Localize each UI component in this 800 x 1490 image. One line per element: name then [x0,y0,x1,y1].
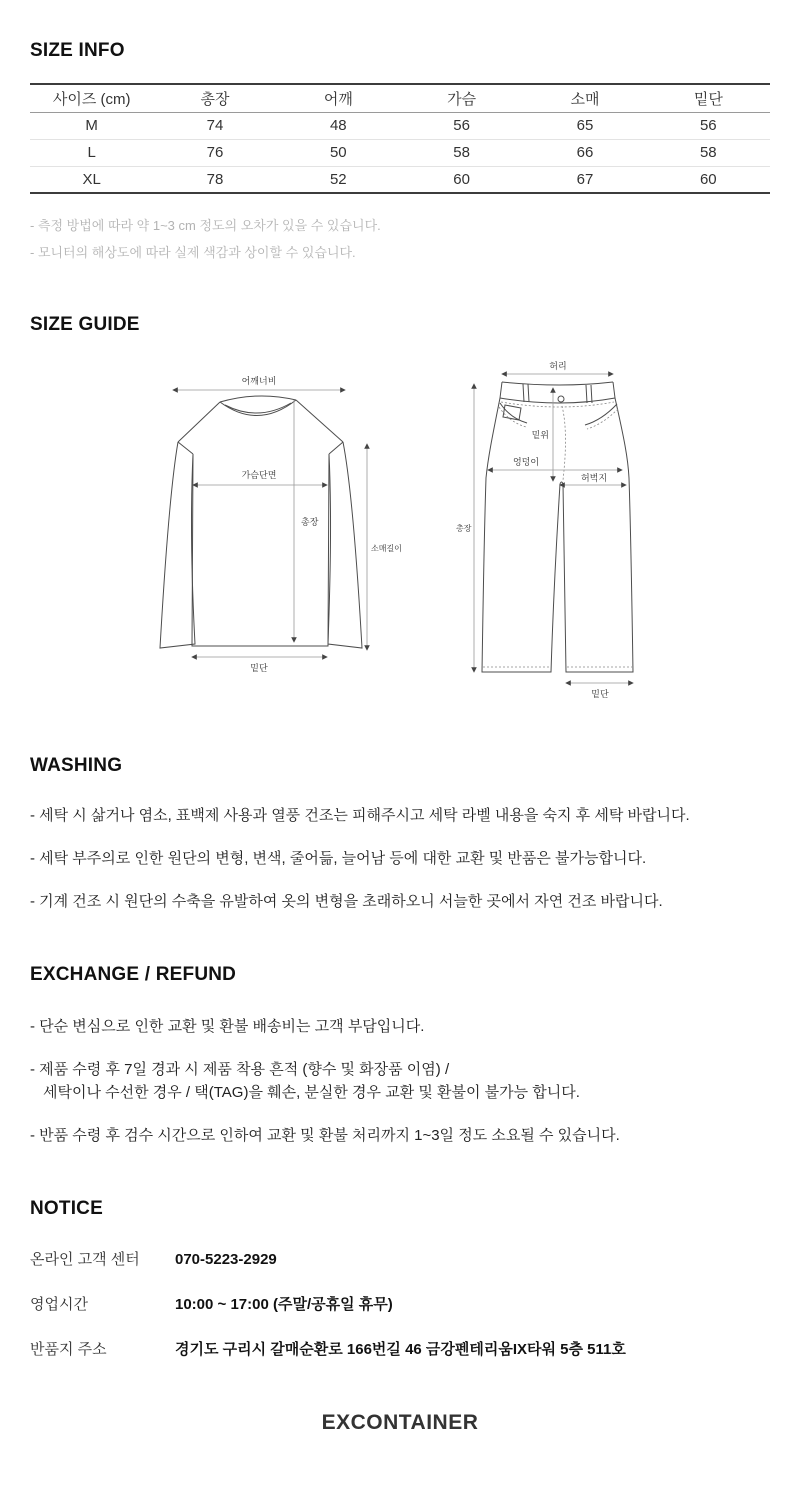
monitor-color-note: - 모니터의 해상도에 따라 실제 색감과 상이할 수 있습니다. [30,245,356,260]
waist-label: 허리 [549,361,567,371]
cell-value: 78 [206,170,224,188]
pants-outline [482,382,633,672]
cell-value: 60 [453,170,470,188]
shirt-dimension-lines [173,390,367,657]
cell-value: 48 [329,117,347,134]
notice-section [30,1198,770,1359]
shirt-measurement-diagram [140,358,430,693]
size-info-section [30,40,770,266]
exchange-refund-bullets [30,1016,770,1146]
size-guide-section [30,314,770,703]
notice-row-customer-center [30,1248,770,1269]
return-address-value: 경기도 구리시 갈매순환로 166번길 46 금강펜테리움IX타워 5층 511호 [175,1341,626,1358]
thigh-label: 허벅지 [580,473,608,483]
washing-bullets [30,805,770,912]
notice-row-return-address [30,1338,770,1359]
cell-size: XL [82,170,101,188]
cell-value: 56 [699,117,717,134]
exchange-refund-title: EXCHANGE / REFUND [30,964,237,985]
washing-item: - 기계 건조 시 원단의 수축을 유발하여 옷의 변형을 초래하오니 서늘한 곳에서 자연 건조 바랍니다. [30,893,663,910]
table-row [30,139,770,166]
col-header-shoulder: 어깨 [323,90,353,108]
washing-item: - 세탁 부주의로 인한 원단의 변형, 변색, 줄어듦, 늘어남 등에 대한 교환 및 반품은 불가능합니다. [30,850,647,867]
cell-value: 60 [699,170,717,188]
pants-hem-label: 밑단 [591,689,609,699]
total-length-label: 총장 [301,517,319,527]
size-info-title: SIZE INFO [30,40,125,61]
hip-label: 엉덩이 [512,457,540,467]
col-header-chest: 가슴 [447,90,477,108]
shoulder-width-label: 어깨너비 [241,376,277,386]
washing-title: WASHING [30,755,123,776]
notice-row-business-hours [30,1293,770,1314]
exchange-refund-section [30,964,770,1146]
cell-value: 56 [453,117,470,134]
customer-center-phone: 070-5223-2929 [175,1251,277,1268]
exchange-item: - 단순 변심으로 인한 교환 및 환불 배송비는 고객 부담입니다. [30,1018,425,1035]
exchange-item-continuation: 세탁이나 수선한 경우 / 택(TAG)을 훼손, 분실한 경우 교환 및 환불이 불가능 합니다. [43,1084,580,1101]
cell-value: 66 [576,144,594,161]
shirt-outline [160,396,362,648]
chest-label: 가슴단면 [241,470,277,480]
col-header-sleeve: 소매 [570,90,600,108]
size-table-header-row [30,84,770,112]
col-header-total-length: 총장 [200,90,230,108]
table-row [30,112,770,139]
cell-value: 67 [576,170,594,188]
col-header-hem: 밑단 [693,90,723,108]
washing-item: - 세탁 시 삶거나 염소, 표백제 사용과 열풍 건조는 피해주시고 세탁 라벨 내용을 숙지 후 세탁 바랍니다. [30,807,690,824]
cell-value: 58 [699,144,717,161]
sleeve-length-label: 소매길이 [371,544,402,553]
notice-title: NOTICE [30,1198,103,1219]
notice-rows [30,1248,770,1359]
washing-section [30,755,770,912]
rise-label: 밑위 [531,430,549,440]
hem-label: 밑단 [250,663,268,673]
measure-tolerance-note: - 측정 방법에 따라 약 1~3 cm 정도의 오차가 있을 수 있습니다. [30,218,381,233]
table-row [30,166,770,193]
notice-label: 온라인 고객 센터 [30,1251,140,1268]
size-info-notes [30,212,770,266]
business-hours-value: 10:00 ~ 17:00 (주말/공휴일 휴무) [175,1296,393,1313]
cell-value: 65 [576,117,594,134]
size-guide-title: SIZE GUIDE [30,314,140,335]
pants-dimension-lines [474,374,633,683]
pants-total-length-label: 총장 [456,524,472,533]
cell-size: M [85,117,98,134]
exchange-item: - 제품 수령 후 7일 경과 시 제품 착용 흔적 (향수 및 화장품 이염) / [30,1061,450,1078]
cell-value: 50 [329,144,347,161]
footer [30,1411,770,1435]
size-table [30,83,770,194]
col-header-size: 사이즈 (cm) [52,90,131,108]
size-guide-diagrams [30,358,770,703]
notice-label: 반품지 주소 [30,1341,107,1358]
notice-label: 영업시간 [30,1296,88,1313]
cell-size: L [87,144,96,161]
cell-value: 74 [206,117,224,134]
brand-logo: EXCONTAINER [321,1411,479,1434]
exchange-item: - 반품 수령 후 검수 시간으로 인하여 교환 및 환불 처리까지 1~3일 정도 소요될 수 있습니다. [30,1127,620,1144]
cell-value: 76 [206,144,224,161]
pants-measurement-diagram [450,358,680,703]
cell-value: 58 [453,144,470,161]
cell-value: 52 [329,170,347,188]
